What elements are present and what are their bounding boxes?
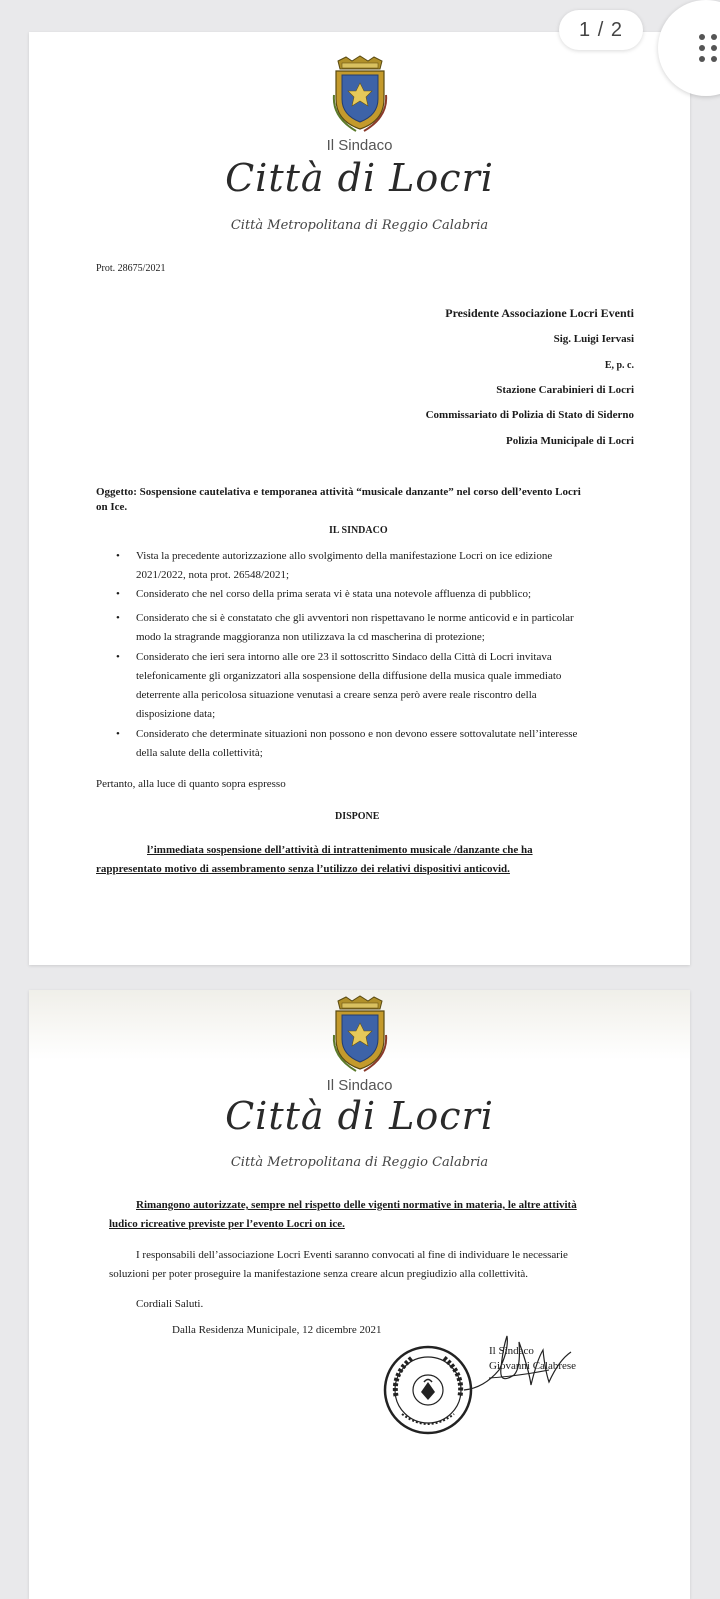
bullet-4-line-1: Considerato che ieri sera intorno alle ore 23 il sottoscritto Sindaco della Città di Locri invitava [136,651,552,663]
recipient-president: Presidente Associazione Locri Eventi [445,306,634,320]
letterhead-role: Il Sindaco [326,1077,393,1094]
bullet-3-line-1: Considerato che si è constatato che gli avventori non rispettavano le norme anticovid e in particolar [136,612,574,624]
signer-role: Il Sindaco [489,1345,534,1357]
bullet-marker: • [116,728,120,740]
recipient-carabinieri: Stazione Carabinieri di Locri [496,384,634,396]
bullet-5-line-1: Considerato che determinate situazioni non possono e non devono essere sottovalutate nell’interesse [136,728,578,740]
place-date: Dalla Residenza Municipale, 12 dicembre 2021 [172,1324,382,1336]
signer-name: Giovanni Calabrese [489,1360,577,1372]
bullet-marker: • [116,651,120,663]
authorized-line-1: Rimangono autorizzate, sempre nel rispetto delle vigenti normative in materia, le altre attività [136,1199,577,1211]
bullet-marker: • [116,612,120,624]
bullet-1-line-2: 2021/2022, nota prot. 26548/2021; [136,569,290,581]
bullet-4-line-3: deterrente alla pericolosa situazione venutasi a creare senza però avere reale riscontro della [136,689,537,701]
letterhead-city: Città di Locri [225,1094,494,1138]
heading-il-sindaco: IL SINDACO [329,525,388,536]
letterhead-city: Città di Locri [225,156,494,200]
order-line-2: rappresentato motivo di assembramento senza l’utilizzo dei relativi dispositivi anticovid. [96,863,510,875]
letterhead-role: Il Sindaco [326,137,393,154]
bullet-2-line-1: Considerato che nel corso della prima serata vi è stata una notevole affluenza di pubblico; [136,588,532,600]
bullet-4-line-2: telefonicamente gli organizzatori alla sospensione della diffusione della musica quale immediato [136,670,562,682]
document-page-2 [29,990,690,1599]
bullet-marker: • [116,550,120,562]
paragraph-line-1: I responsabili dell’associazione Locri Eventi saranno convocati al fine di individuare le necessarie [136,1249,568,1261]
more-dots-icon [696,33,720,63]
subject-line-2: on Ice. [96,501,128,513]
pertanto-text: Pertanto, alla luce di quanto sopra espresso [96,778,286,790]
subject-line-1: Oggetto: Sospensione cautelativa e temporanea attività “musicale danzante” nel corso dell’evento Locri [96,486,581,498]
page-indicator: 1 / 2 [559,10,643,50]
greeting: Cordiali Saluti. [136,1298,204,1310]
paragraph-line-2: soluzioni per poter proseguire la manifestazione senza creare alcun pregiudizio alla collettività. [109,1268,529,1280]
bullet-3-line-2: modo la stragrande maggioranza non utilizzava la cd mascherina di protezione; [136,631,485,643]
recipient-cc: E, p. c. [604,360,634,371]
handwritten-signature [459,1330,579,1400]
city-crest-icon [330,995,390,1073]
letterhead-tagline: Città Metropolitana di Reggio Calabria [230,1155,489,1170]
order-line-1: l’immediata sospensione dell’attività di intrattenimento musicale /danzante che ha [147,844,533,856]
document-page-1 [29,32,690,965]
bullet-marker: • [116,588,120,600]
recipient-polizia-municipale: Polizia Municipale di Locri [505,435,634,447]
protocol-number: Prot. 28675/2021 [96,263,166,274]
bullet-1-line-1: Vista la precedente autorizzazione allo svolgimento della manifestazione Locri on ice edizione [136,550,553,562]
recipient-commissariato: Commissariato di Polizia di Stato di Siderno [425,409,634,421]
letterhead-tagline: Città Metropolitana di Reggio Calabria [230,218,489,233]
bullet-4-line-4: disposizione data; [136,708,216,720]
dispone-heading: DISPONE [335,811,380,822]
authorized-line-2: ludico ricreative previste per l’evento Locri on ice. [109,1218,345,1230]
city-crest-icon [330,55,390,133]
recipient-name: Sig. Luigi Iervasi [553,333,634,345]
bullet-5-line-2: della salute della collettività; [136,747,263,759]
